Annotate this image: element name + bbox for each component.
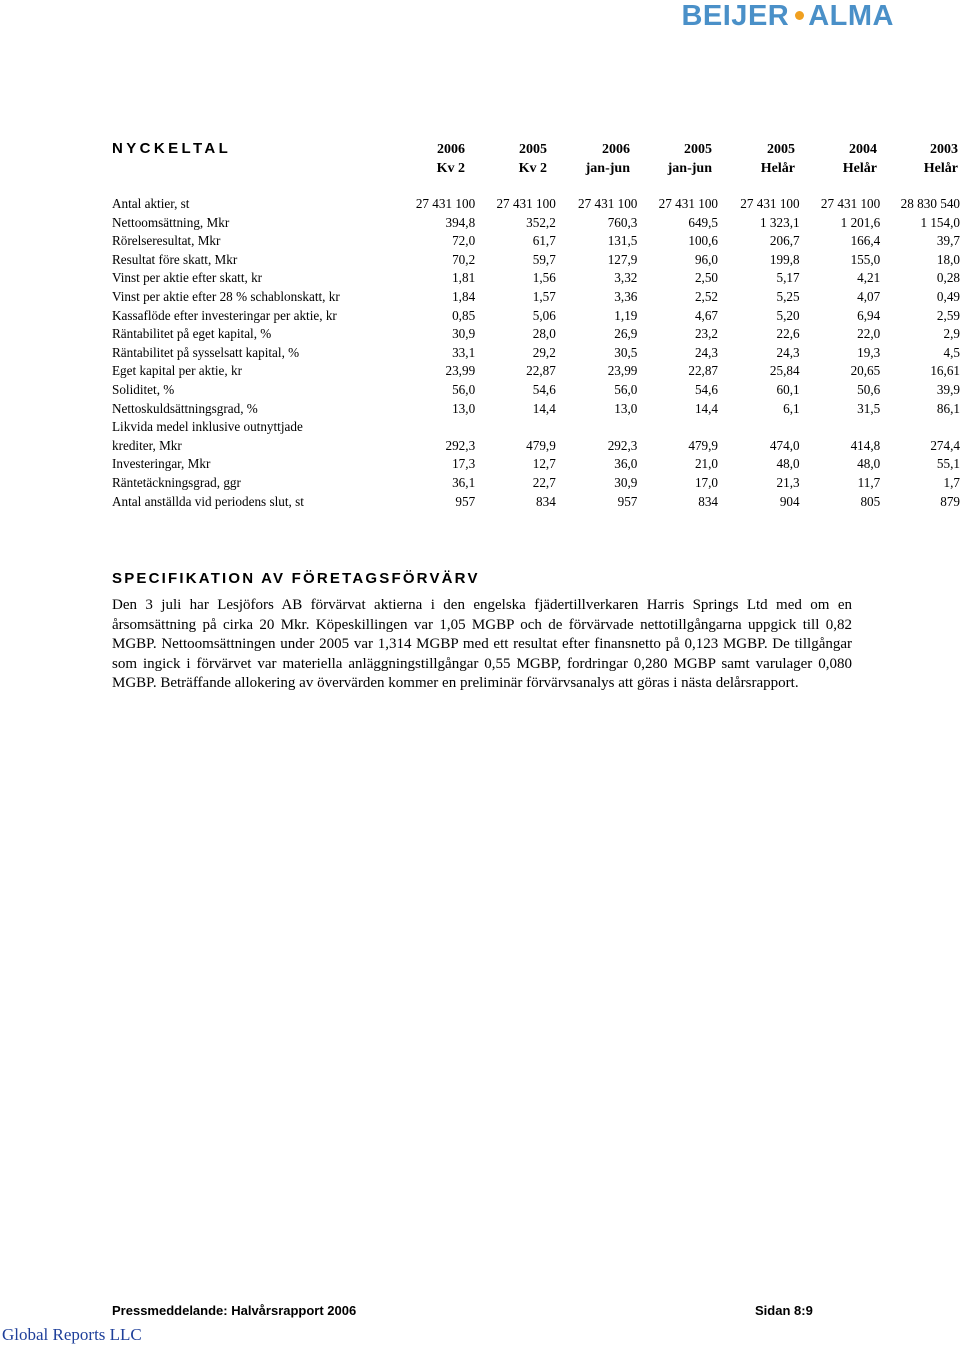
table-cell: 22,7	[532, 474, 556, 490]
table-cell: 0,49	[936, 288, 960, 304]
table-cell: 760,3	[607, 214, 638, 230]
column-header-year: 2006	[437, 142, 465, 157]
table-cell: 12,7	[532, 456, 556, 472]
table-row	[112, 493, 960, 512]
table-cell	[556, 418, 638, 437]
table-cell: 39,7	[936, 233, 960, 249]
column-header-period: Helår	[923, 161, 958, 176]
source-credit: Global Reports LLC	[2, 1325, 142, 1344]
table-row	[112, 325, 960, 344]
column-header-period: Kv 2	[518, 161, 547, 176]
table-cell: 166,4	[850, 233, 881, 249]
table-cell: 96,0	[694, 251, 719, 267]
table-cell: 27 431 100	[740, 196, 800, 211]
table-cell: 805	[860, 493, 881, 509]
table-cell: 17,3	[452, 456, 476, 472]
table-cell: 48,0	[776, 456, 800, 472]
table-cell: 36,0	[614, 456, 638, 472]
column-header-year: 2005	[767, 142, 795, 157]
row-label: Resultat före skatt, Mkr	[112, 251, 238, 267]
table-cell: 61,7	[532, 233, 556, 249]
table-row	[112, 344, 960, 363]
table-cell: 4,21	[857, 270, 881, 286]
table-row	[112, 269, 960, 288]
table-cell: 14,4	[694, 400, 719, 416]
table-cell: 50,6	[857, 381, 881, 397]
row-label: Räntetäckningsgrad, ggr	[112, 474, 241, 490]
table-row	[112, 288, 960, 307]
table-cell: 1,57	[532, 288, 556, 304]
company-logo	[681, 0, 894, 32]
column-header-year: 2005	[684, 142, 712, 157]
table-cell: 0,85	[452, 307, 476, 323]
table-cell: 1,84	[452, 288, 476, 304]
table-cell: 21,0	[694, 456, 719, 472]
table-cell: 27 431 100	[578, 196, 638, 211]
table-cell: 274,4	[930, 437, 960, 453]
table-row	[112, 232, 960, 251]
table-cell: 2,52	[694, 288, 719, 304]
table-cell: 86,1	[936, 400, 960, 416]
table-cell: 28 830 540	[900, 196, 960, 211]
table-cell: 131,5	[607, 233, 638, 249]
table-cell: 30,5	[614, 344, 638, 360]
row-label: krediter, Mkr	[112, 437, 182, 453]
table-cell: 59,7	[532, 251, 556, 267]
table-cell: 5,17	[776, 270, 800, 286]
table-cell: 1,81	[452, 270, 476, 286]
table-cell: 5,06	[532, 307, 556, 323]
table-cell: 474,0	[769, 437, 800, 453]
table-cell: 199,8	[769, 251, 800, 267]
table-cell: 14,4	[532, 400, 556, 416]
table-cell: 649,5	[688, 214, 719, 230]
table-cell: 13,0	[614, 400, 638, 416]
table-cell: 23,99	[445, 363, 476, 379]
column-header-year: 2003	[930, 142, 958, 157]
table-cell: 4,5	[943, 344, 960, 360]
column-header-year: 2004	[849, 142, 877, 157]
table-cell	[880, 418, 960, 437]
logo-dot-icon	[795, 11, 804, 20]
table-cell: 28,0	[532, 326, 556, 342]
row-label: Antal aktier, st	[112, 196, 190, 211]
table-cell: 2,9	[943, 326, 960, 342]
table-cell: 292,3	[445, 437, 476, 453]
table-cell: 100,6	[688, 233, 719, 249]
table-row	[112, 195, 960, 214]
row-label: Eget kapital per aktie, kr	[112, 363, 242, 379]
table-cell: 29,2	[532, 344, 556, 360]
table-cell: 1,19	[614, 307, 638, 323]
table-cell: 834	[536, 493, 556, 509]
table-cell: 17,0	[694, 474, 719, 490]
table-cell: 18,0	[936, 251, 960, 267]
column-header	[715, 140, 795, 178]
table-cell: 48,0	[857, 456, 881, 472]
table-cell: 1,56	[532, 270, 556, 286]
table-cell: 60,1	[776, 381, 800, 397]
table-cell: 26,9	[614, 326, 638, 342]
column-header-period: jan-jun	[667, 161, 712, 176]
table-cell: 27 431 100	[496, 196, 556, 211]
row-label: Investeringar, Mkr	[112, 456, 211, 472]
table-cell: 879	[940, 493, 960, 509]
table-row	[112, 362, 960, 381]
table-cell: 834	[698, 493, 719, 509]
row-label: Vinst per aktie efter 28 % schablonskatt, kr	[112, 288, 340, 304]
table-cell: 206,7	[769, 233, 800, 249]
table-row	[112, 214, 960, 233]
table-cell: 2,59	[936, 307, 960, 323]
row-label: Soliditet, %	[112, 381, 175, 397]
row-label: Antal anställda vid periodens slut, st	[112, 493, 304, 509]
table-cell: 19,3	[857, 344, 881, 360]
row-label: Räntabilitet på sysselsatt kapital, %	[112, 344, 300, 360]
table-cell: 479,9	[688, 437, 719, 453]
table-cell: 56,0	[452, 381, 476, 397]
table-cell: 24,3	[694, 344, 719, 360]
table-cell: 394,8	[445, 214, 476, 230]
table-row	[112, 400, 960, 419]
table-cell: 22,87	[526, 363, 556, 379]
table-cell: 70,2	[452, 251, 476, 267]
row-label: Vinst per aktie efter skatt, kr	[112, 270, 263, 286]
table-cell	[800, 418, 881, 437]
table-cell: 957	[455, 493, 476, 509]
table-cell: 127,9	[607, 251, 638, 267]
table-cell: 6,94	[857, 307, 881, 323]
table-cell	[389, 418, 475, 437]
column-header	[797, 140, 877, 178]
column-header	[467, 140, 547, 178]
table-cell: 22,87	[688, 363, 719, 379]
table-cell: 54,6	[694, 381, 719, 397]
table-cell: 16,61	[930, 363, 960, 379]
table-cell: 56,0	[614, 381, 638, 397]
column-header	[385, 140, 465, 178]
table-cell: 479,9	[526, 437, 556, 453]
table-row	[112, 455, 960, 474]
table-cell: 1 323,1	[760, 214, 800, 230]
column-header-period: Helår	[842, 161, 877, 176]
footer-press-release: Pressmeddelande: Halvårsrapport 2006	[112, 1303, 357, 1318]
table-cell: 4,07	[857, 288, 881, 304]
column-header	[550, 140, 630, 178]
column-header	[632, 140, 712, 178]
nyckeltal-table	[112, 195, 960, 511]
table-cell: 414,8	[850, 437, 881, 453]
specifikation-title: SPECIFIKATION AV FÖRETAGSFÖRVÄRV	[112, 570, 480, 587]
column-header-period: Kv 2	[436, 161, 465, 176]
table-cell: 13,0	[452, 400, 476, 416]
table-cell: 39,9	[936, 381, 960, 397]
table-cell: 30,9	[452, 326, 476, 342]
table-cell: 36,1	[452, 474, 476, 490]
footer-page-number: Sidan 8:9	[755, 1303, 813, 1318]
table-cell: 1 201,6	[840, 214, 881, 230]
table-cell: 22,6	[776, 326, 800, 342]
table-cell: 352,2	[526, 214, 556, 230]
table-cell: 3,32	[614, 270, 638, 286]
table-cell	[718, 418, 800, 437]
table-cell: 5,25	[776, 288, 800, 304]
specifikation-body: Den 3 juli har Lesjöfors AB förvärvat aktierna i den engelska fjädertillverkaren Harris Springs Ltd med om en årsomsättning på cirka 20 Mkr. Köpeskillingen var 1,05 MGBP och de förvärvade nettotillgångarna uppgick till 0,82 MGBP. Nettoomsättningen under 2005 var 1,314 MGBP med ett resultat efter finansnetto på 0,123 MGBP. De tillgångar som ingick i förvärvet var materiella anläggningstillgångar 0,55 MGBP, fordringar 0,280 MGBP samt varulager 0,080 MGBP. Beträffande allokering av övervärden kommer en preliminär förvärvsanalys att göras i nästa delårsrapport.	[112, 597, 852, 692]
row-label: Nettoskuldsättningsgrad, %	[112, 400, 258, 416]
table-cell	[637, 418, 718, 437]
logo-text-beijer: BEIJER	[681, 0, 790, 32]
table-cell: 6,1	[783, 400, 800, 416]
table-cell: 21,3	[776, 474, 800, 490]
table-cell: 957	[617, 493, 638, 509]
table-row	[112, 437, 960, 456]
row-label: Räntabilitet på eget kapital, %	[112, 326, 272, 342]
table-row	[112, 418, 960, 437]
column-header-year: 2005	[519, 142, 547, 157]
table-cell: 33,1	[452, 344, 476, 360]
table-cell: 72,0	[452, 233, 476, 249]
table-cell: 1,7	[943, 474, 960, 490]
table-cell: 2,50	[694, 270, 719, 286]
table-cell: 27 431 100	[658, 196, 719, 211]
row-label: Nettoomsättning, Mkr	[112, 214, 230, 230]
table-cell: 24,3	[776, 344, 800, 360]
nyckeltal-title: NYCKELTAL	[112, 140, 232, 157]
table-cell: 5,20	[776, 307, 800, 323]
table-cell: 23,2	[694, 326, 719, 342]
table-cell	[475, 418, 556, 437]
table-cell: 22,0	[857, 326, 881, 342]
table-cell: 11,7	[857, 474, 881, 490]
table-cell: 54,6	[532, 381, 556, 397]
table-cell: 3,36	[614, 288, 638, 304]
table-cell: 4,67	[694, 307, 719, 323]
table-row	[112, 251, 960, 270]
table-cell: 20,65	[850, 363, 881, 379]
table-cell: 0,28	[936, 270, 960, 286]
table-row	[112, 381, 960, 400]
column-header-period: jan-jun	[585, 161, 630, 176]
table-cell: 55,1	[936, 456, 960, 472]
table-row	[112, 307, 960, 326]
table-cell: 1 154,0	[920, 214, 960, 230]
table-cell: 25,84	[769, 363, 800, 379]
logo-text-alma: ALMA	[808, 0, 894, 32]
table-cell: 23,99	[607, 363, 638, 379]
table-cell: 27 431 100	[820, 196, 881, 211]
column-header	[878, 140, 958, 178]
row-label: Likvida medel inklusive outnyttjade	[112, 419, 303, 435]
table-cell: 31,5	[857, 400, 881, 416]
row-label: Rörelseresultat, Mkr	[112, 233, 221, 249]
table-row	[112, 474, 960, 493]
table-cell: 30,9	[614, 474, 638, 490]
row-label: Kassaflöde efter investeringar per aktie, kr	[112, 307, 337, 323]
column-header-year: 2006	[602, 142, 630, 157]
table-cell: 155,0	[850, 251, 881, 267]
table-cell: 904	[779, 493, 800, 509]
table-cell: 292,3	[607, 437, 638, 453]
column-header-period: Helår	[760, 161, 795, 176]
table-cell: 27 431 100	[415, 196, 476, 211]
